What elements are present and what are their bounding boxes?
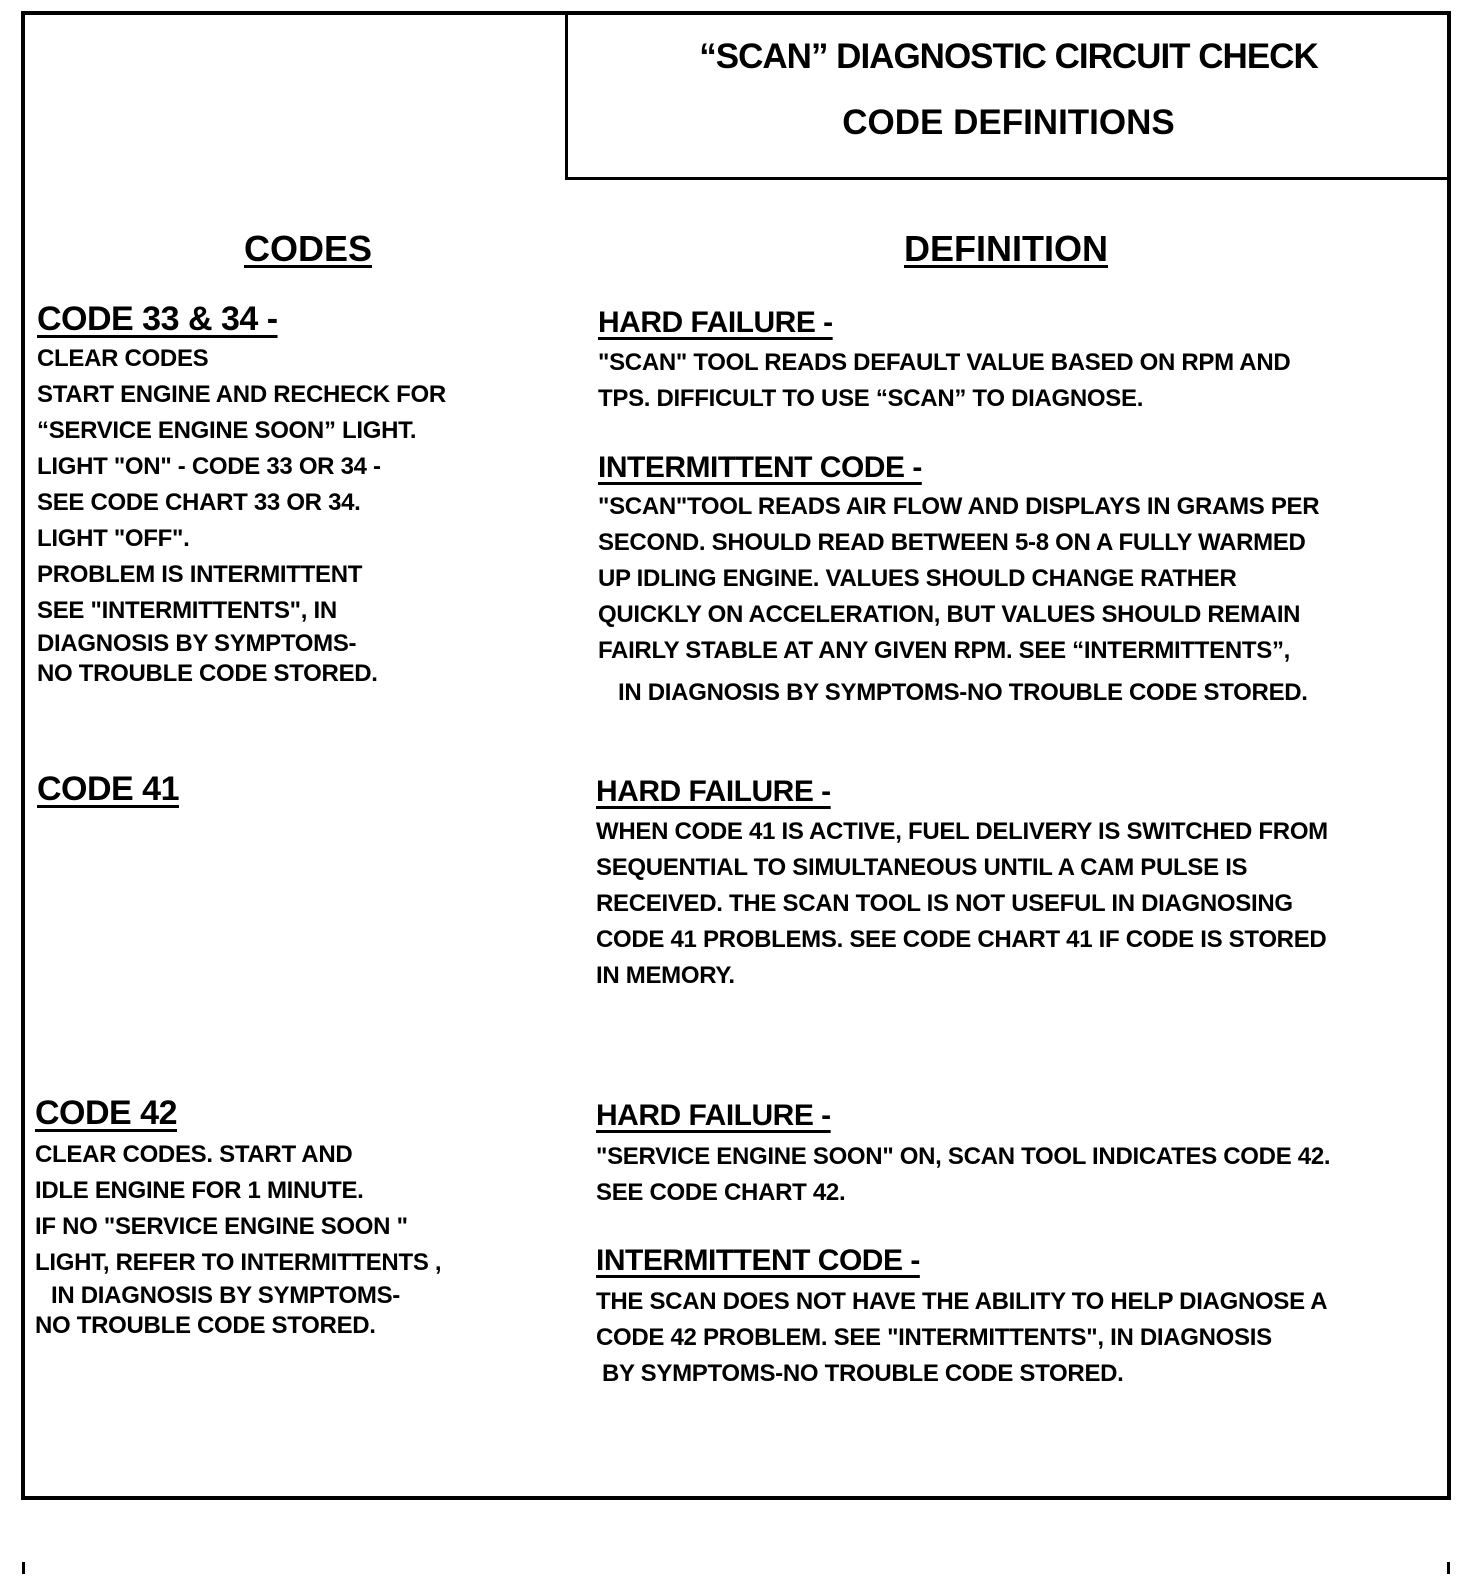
step-line: LIGHT, REFER TO INTERMITTENTS , (35, 1249, 442, 1276)
definition-line: BY SYMPTOMS-NO TROUBLE CODE STORED. (602, 1360, 1124, 1387)
definition-line: THE SCAN DOES NOT HAVE THE ABILITY TO HELP DIAGNOSE A (596, 1288, 1328, 1315)
definition-column-heading: DEFINITION (904, 228, 1108, 269)
definition-line: "SERVICE ENGINE SOON" ON, SCAN TOOL INDICATES CODE 42. (596, 1143, 1331, 1170)
definition-line: SECOND. SHOULD READ BETWEEN 5-8 ON A FULLY WARMED (598, 529, 1306, 556)
step-line: SEE "INTERMITTENTS", IN (37, 597, 337, 624)
scan-edge-mark (22, 1562, 25, 1574)
code-42-title: CODE 42 (35, 1094, 177, 1132)
code-33-34-intermittent-text (598, 489, 1319, 711)
step-line: DIAGNOSIS BY SYMPTOMS- (37, 630, 357, 657)
code-33-34-hard-failure-text (598, 345, 1290, 417)
code-42-intermittent-text (596, 1284, 1327, 1392)
code-33-34-steps (37, 341, 446, 689)
definition-line: SEQUENTIAL TO SIMULTANEOUS UNTIL A CAM PULSE IS (596, 854, 1248, 881)
step-line: IF NO "SERVICE ENGINE SOON " (35, 1213, 408, 1240)
definition-line: IN MEMORY. (596, 962, 735, 989)
page-subtitle: CODE DEFINITIONS (842, 103, 1175, 142)
definition-line: UP IDLING ENGINE. VALUES SHOULD CHANGE RATHER (598, 565, 1237, 592)
step-line: “SERVICE ENGINE SOON” LIGHT. (37, 417, 417, 444)
step-line: NO TROUBLE CODE STORED. (35, 1312, 376, 1339)
codes-column-heading: CODES (244, 228, 373, 269)
step-line: PROBLEM IS INTERMITTENT (37, 561, 363, 588)
code-41-hard-failure-title: HARD FAILURE - (596, 775, 831, 808)
step-line: SEE CODE CHART 33 OR 34. (37, 489, 361, 516)
code-42-hard-failure-text (596, 1139, 1330, 1211)
code-41-title: CODE 41 (37, 770, 179, 808)
definition-line: CODE 41 PROBLEMS. SEE CODE CHART 41 IF CODE IS STORED (596, 926, 1327, 953)
code-33-34-title: CODE 33 & 34 - (37, 300, 278, 338)
step-line: LIGHT "ON" - CODE 33 OR 34 - (37, 453, 381, 480)
step-line: START ENGINE AND RECHECK FOR (37, 381, 446, 408)
definition-line: FAIRLY STABLE AT ANY GIVEN RPM. SEE “INTERMITTENTS”, (598, 637, 1291, 664)
code-33-34-intermittent-title: INTERMITTENT CODE - (598, 451, 922, 484)
definition-line: CODE 42 PROBLEM. SEE "INTERMITTENTS", IN DIAGNOSIS (596, 1324, 1272, 1351)
code-41-hard-failure-text (596, 814, 1328, 994)
step-line: CLEAR CODES. START AND (35, 1141, 353, 1168)
definition-line: "SCAN"TOOL READS AIR FLOW AND DISPLAYS IN GRAMS PER (598, 493, 1320, 520)
step-line: LIGHT "OFF". (37, 525, 190, 552)
code-42-steps (35, 1137, 441, 1341)
code-33-34-hard-failure-title: HARD FAILURE - (598, 306, 833, 339)
step-line: NO TROUBLE CODE STORED. (37, 660, 378, 687)
definition-line: IN DIAGNOSIS BY SYMPTOMS-NO TROUBLE CODE STORED. (618, 679, 1308, 706)
title-box (565, 11, 1449, 180)
page-title: “SCAN” DIAGNOSTIC CIRCUIT CHECK (699, 37, 1318, 76)
definition-line: TPS. DIFFICULT TO USE “SCAN” TO DIAGNOSE. (598, 385, 1144, 412)
step-line: IN DIAGNOSIS BY SYMPTOMS- (51, 1282, 400, 1309)
definition-line: SEE CODE CHART 42. (596, 1179, 846, 1206)
step-line: CLEAR CODES (37, 345, 209, 372)
code-42-intermittent-title: INTERMITTENT CODE - (596, 1244, 920, 1277)
scan-edge-mark (1447, 1562, 1450, 1574)
definition-line: "SCAN" TOOL READS DEFAULT VALUE BASED ON RPM AND (598, 349, 1291, 376)
definition-line: QUICKLY ON ACCELERATION, BUT VALUES SHOULD REMAIN (598, 601, 1301, 628)
step-line: IDLE ENGINE FOR 1 MINUTE. (35, 1177, 364, 1204)
code-42-hard-failure-title: HARD FAILURE - (596, 1099, 831, 1132)
definition-line: RECEIVED. THE SCAN TOOL IS NOT USEFUL IN DIAGNOSING (596, 890, 1293, 917)
definition-line: WHEN CODE 41 IS ACTIVE, FUEL DELIVERY IS SWITCHED FROM (596, 818, 1328, 845)
